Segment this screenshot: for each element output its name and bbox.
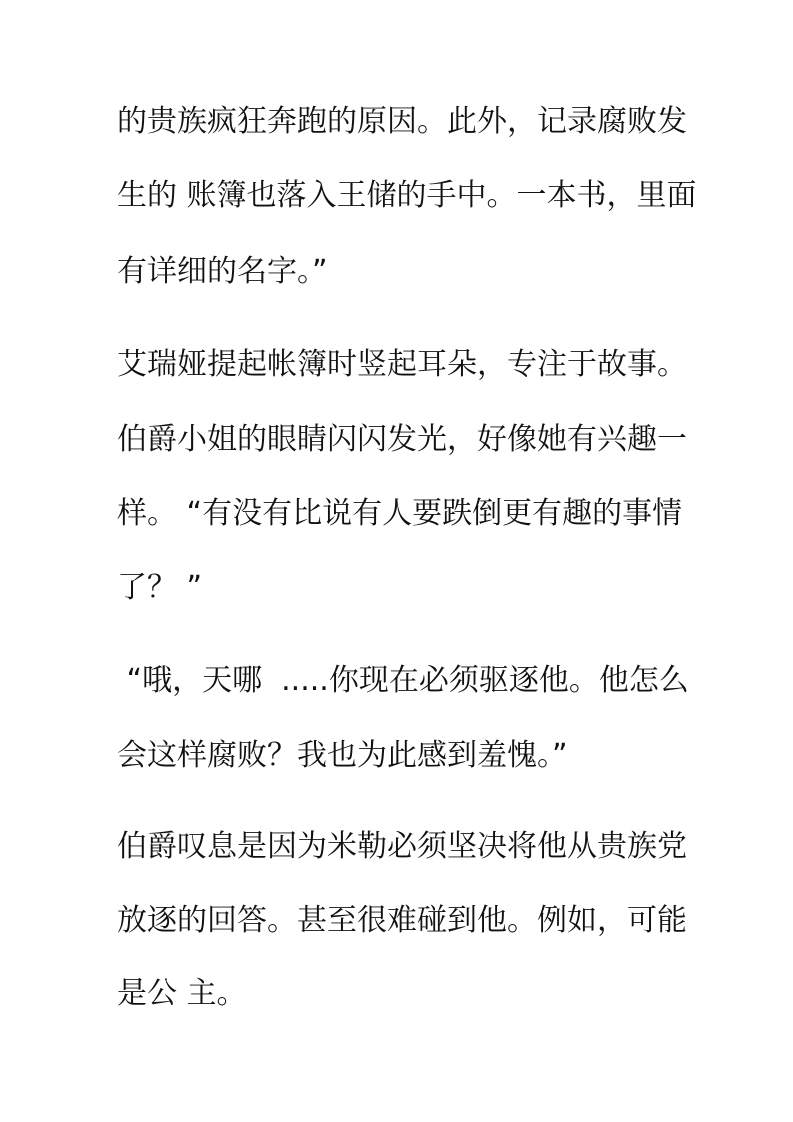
text-line: 伯爵小姐的眼睛闪闪发光，好像她有兴趣一 — [117, 422, 687, 457]
text-line: 伯爵叹息是因为米勒必须坚决将他从贵族党 — [117, 829, 687, 864]
text-line: 样。 “有没有比说有人要跌倒更有趣的事情 — [117, 496, 683, 531]
text-line: 会这样腐败？我也为此感到羞愧。” — [117, 738, 568, 773]
text-line: 的贵族疯狂奔跑的原因。此外，记录腐败发 — [117, 104, 687, 139]
text-line: 有详细的名字。” — [117, 254, 328, 289]
text-line: “哦，天哪 .....你现在必须驱逐他。他怎么 — [117, 663, 689, 698]
text-line: 生的 账簿也落入王储的手中。一本书，里面 — [117, 178, 697, 213]
text-line: 放逐的回答。甚至很难碰到他。例如，可能 — [117, 903, 687, 938]
text-line: 了？ ” — [117, 570, 203, 605]
text-line: 艾瑞娅提起帐簿时竖起耳朵，专注于故事。 — [117, 347, 687, 382]
text-line: 是公 主。 — [117, 976, 247, 1011]
